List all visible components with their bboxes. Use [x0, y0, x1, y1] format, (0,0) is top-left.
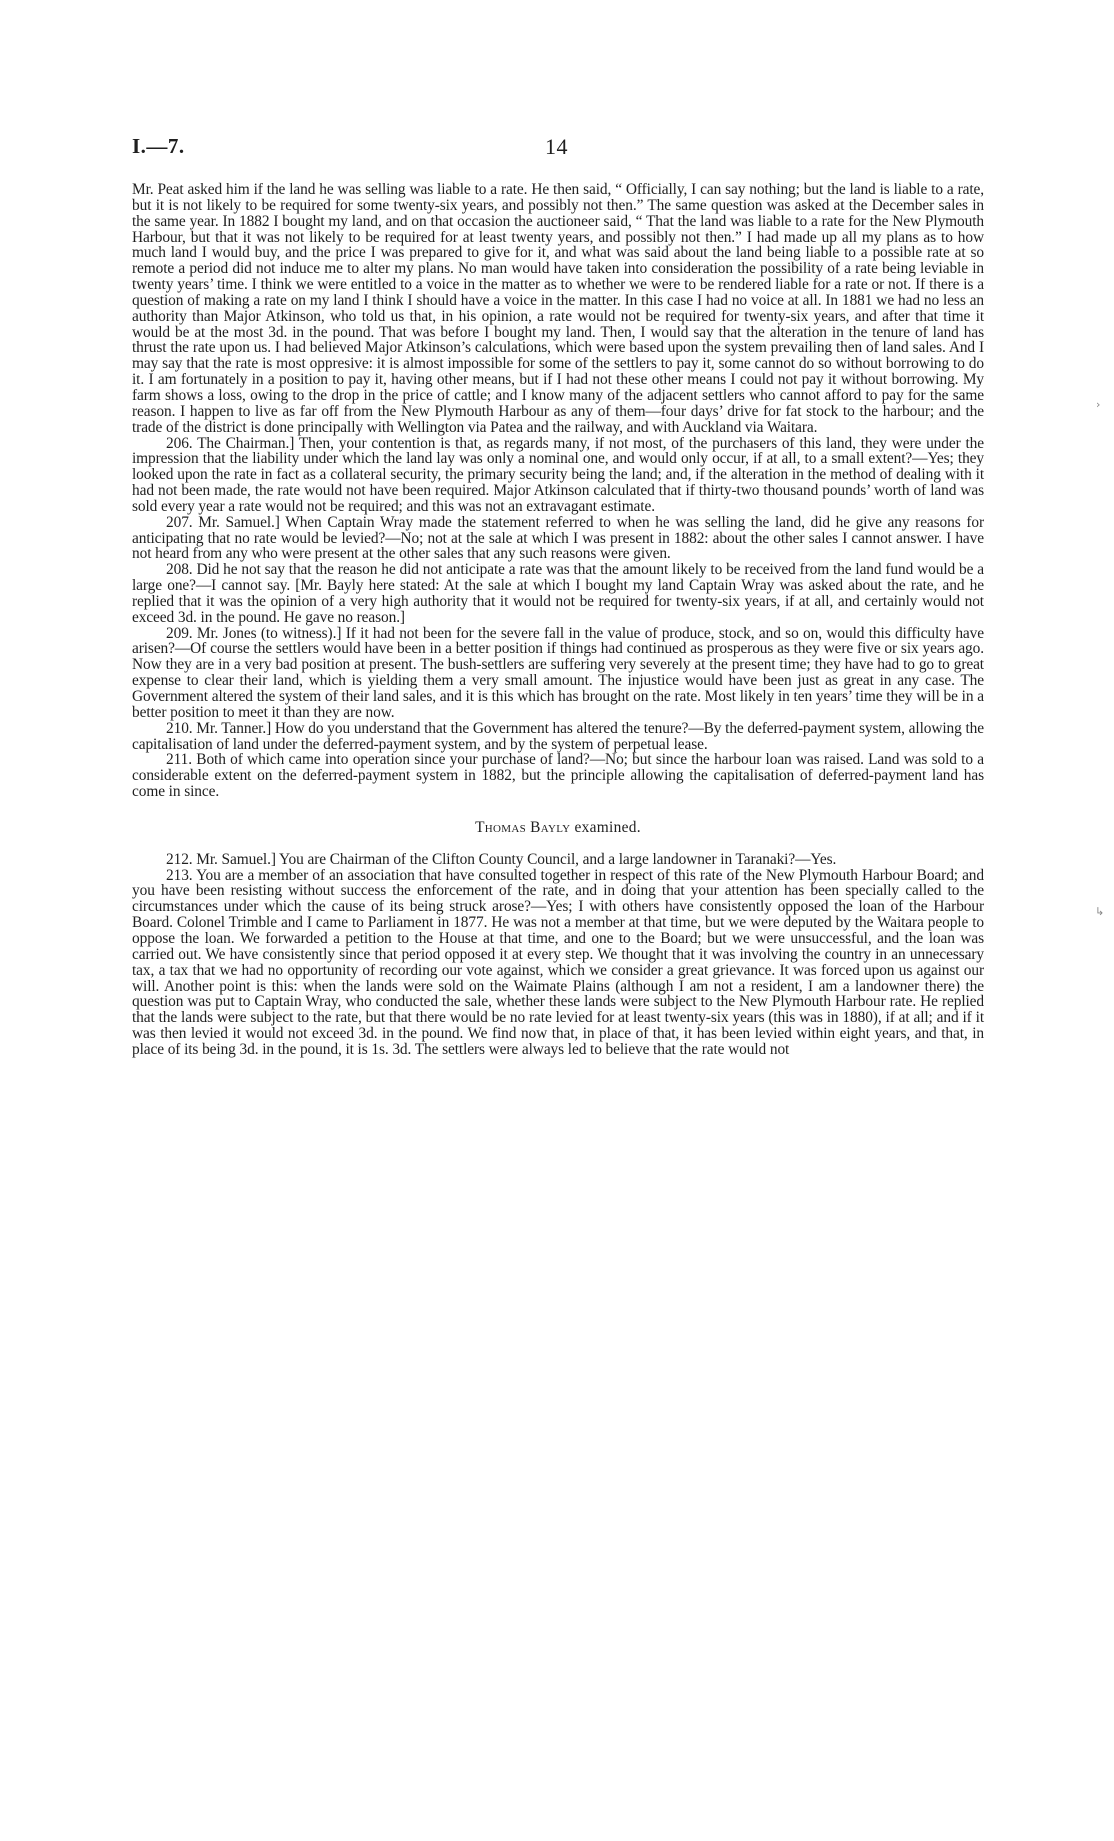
witness-heading-suffix: examined. — [570, 818, 641, 836]
document-body — [132, 182, 984, 1058]
page-number: 14 — [545, 134, 568, 159]
paragraph-continued: Mr. Peat asked him if the land he was selling was liable to a rate. He then said, “ Officially, I can say nothing; but the land is liable to a rate, but it is not likely to be required for some twenty-six years, and possibly not then.” The same question was asked at the December sales in the same year. In 1882 I bought my land, and on that occasion the auctioneer said, “ That the land was liable to a rate for the New Plymouth Harbour, but that it was not likely to be required for at least twenty years, and possibly not then.” I had made up all my plans as to how much land I would buy, and the price I was prepared to give for it, and what was said about the land being liable to a possible rate at so remote a period did not induce me to alter my plans. No man would have taken into consideration the possibility of a rate being leviable in twenty years’ time. I think we were entitled to a voice in the matter as to whether we were to be rendered liable for a rate or not. If there is a question of making a rate on my land I think I should have a voice in the matter. In this case I had no voice at all. In 1881 we had no less an authority than Major Atkinson, who told us that, in his opinion, a rate would not be required for twenty-six years, and after that time it would be at the most 3d. in the pound. That was before I bought my land. Then, I would say that the alteration in the tenure of land has thrust the rate upon us. I had believed Major Atkinson’s calculations, which were based upon the system prevailing then of land sales. And I may say that the rate is most oppresive: it is almost impossible for some of the settlers to pay it, some cannot do so without borrowing to do it. I am fortunately in a position to pay it, having other means, but if I had not these other means I could not pay it without borrowing. My farm shows a loss, owing to the drop in the price of cattle; and I know many of the adjacent settlers who cannot afford to pay for the same reason. I happen to live as far off from the New Plymouth Harbour as any of them—four days’ drive for fat stock to the harbour; and the trade of the district is done principally with Wellington via Patea and the railway, and with Auckland via Waitara. — [132, 181, 984, 436]
paragraph-213: 213. You are a member of an association that have consulted together in respect of this rate of the New Plymouth Harbour Board; and you have been resisting without success the enforcement of the rate, and in doing that your attention has been specially called to the circumstances under which the cause of its being struck arose?—Yes; I with others have consistently opposed the loan of the Harbour Board. Colonel Trimble and I came to Parliament in 1877. He was not a member at that time, but we were deputed by the Waitara people to oppose the loan. We forwarded a petition to the House at that time, and one to the Board; but we were unsuccessful, and the loan was carried out. We have consistently since that period opposed it at every step. We thought that it was involving the country in an unnecessary tax, a tax that we had no opportunity of recording our vote against, which we consider a great grievance. It was forced upon us against our will. Another point is this: when the lands were sold on the Waimate Plains (although I am not a resident, I am a landowner there) the question was put to Captain Wray, who conducted the sale, whether these lands were subject to the New Plymouth Harbour rate. He replied that the lands were subject to the rate, but that there would be no rate levied for at least twenty-six years (this was in 1880), if at all; and if it was then levied it would not exceed 3d. in the pound. We find now that, in place of that, it has been levied within eight years, and that, in place of its being 3d. in the pound, it is 1s. 3d. The settlers were always led to believe that the rate would not — [132, 866, 984, 1058]
paragraph-207: 207. Mr. Samuel.] When Captain Wray made the statement referred to when he was selling the land, did he give any reasons for anticipating that no rate would be levied?—No; not at the sale at which I was present in 1882: about the other sales I cannot answer. I have not heard from any who were present at the other sales that any such reasons were given. — [132, 513, 984, 563]
witness-heading — [132, 820, 984, 836]
margin-mark: ↳ — [1095, 905, 1105, 918]
witness-name: Thomas Bayly — [475, 818, 571, 836]
paragraph-209: 209. Mr. Jones (to witness).] If it had not been for the severe fall in the value of produce, stock, and so on, would this difficulty have arisen?—Of course the settlers would have been in a better position if things had continued as prosperous as they were five or six years ago. Now they are in a very bad position at present. The bush-settlers are suffering very severely at the present time; they have had to go to great expense to clear their land, which is yielding them a very small amount. The injustice would have been just as great in any case. The Government altered the system of their land sales, and it is this which has brought on the rate. Most likely in ten years’ time they will be in a better position to meet it than they are now. — [132, 624, 984, 721]
paragraph-206: 206. The Chairman.] Then, your contention is that, as regards many, if not most, of the purchasers of this land, they were under the impression that the liability under which the land lay was only a nominal one, and would only occur, if at all, to a small extent?—Yes; they looked upon the rate in fact as a collateral security, the primary security being the land; and, if the alteration in the method of dealing with it had not been made, the rate would not have been required. Major Atkinson calculated that if thirty-two thousand pounds’ worth of land was sold every year a rate would not be required; and this was not an extravagant estimate. — [132, 434, 984, 515]
paragraph-208: 208. Did he not say that the reason he did not anticipate a rate was that the amount likely to be received from the land fund would be a large one?—I cannot say. [Mr. Bayly here stated: At the sale at which I bought my land Captain Wray was asked about the rate, and he replied that it was the opinion of a very high authority that it would not be required for twenty-six years, if at all, and certainly would not exceed 3d. in the pound. He gave no reason.] — [132, 561, 984, 626]
paragraph-211: 211. Both of which came into operation since your purchase of land?—No; but since the harbour loan was raised. Land was sold to a considerable extent on the deferred-payment system in 1882, but the principle allowing the capitalisation of deferred-payment land has come in since. — [132, 751, 984, 801]
paragraph-210: 210. Mr. Tanner.] How do you understand that the Government has altered the tenure?—By the deferred-payment system, allowing the capitalisation of land under the deferred-payment system, and by the system of perpetual lease. — [132, 719, 984, 753]
paragraph-212: 212. Mr. Samuel.] You are Chairman of the Clifton County Council, and a large landowner in Taranaki?—Yes. — [166, 850, 837, 868]
document-reference: I.—7. — [132, 134, 185, 158]
margin-mark: › — [1096, 398, 1101, 411]
